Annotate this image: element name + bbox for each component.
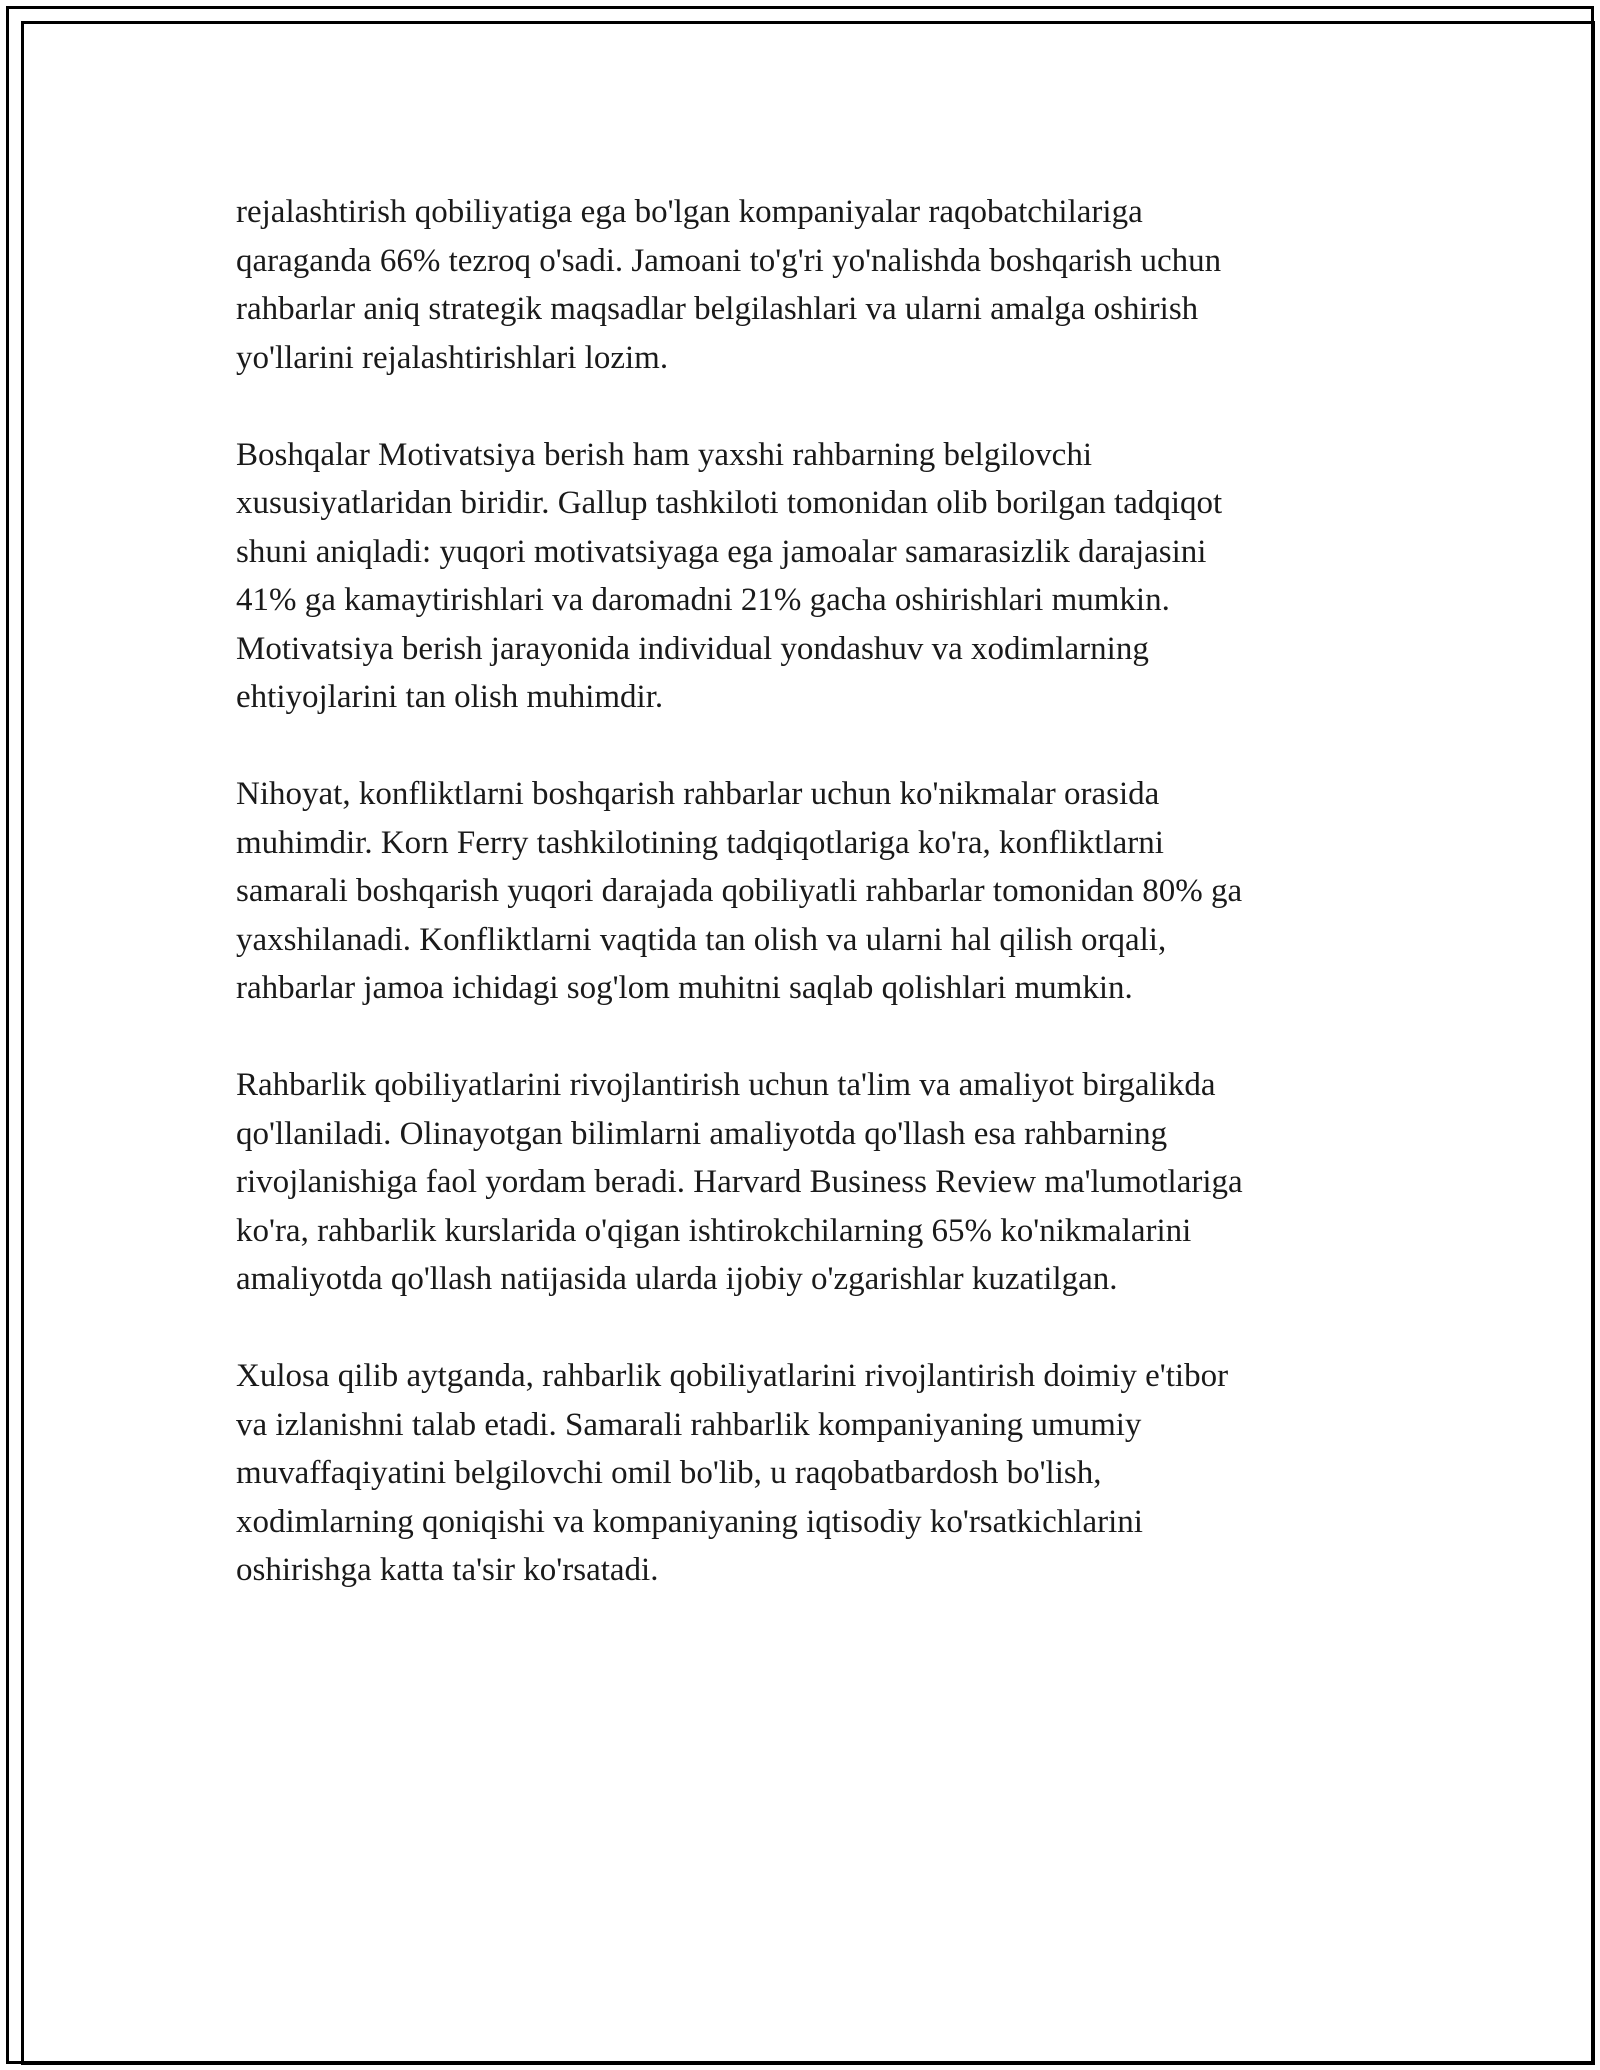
text-line: yo'llarini rejalashtirishlari lozim.	[236, 339, 669, 376]
text-line: Boshqalar Motivatsiya berish ham yaxshi rahbarning belgilovchi	[236, 436, 1092, 473]
text-line: rahbarlar jamoa ichidagi sog'lom muhitni saqlab qolishlari mumkin.	[236, 970, 1133, 1006]
document-body	[236, 188, 1366, 1643]
text-line: oshirishga katta ta'sir ko'rsatadi.	[236, 1552, 659, 1588]
text-line: rivojlanishiga faol yordam beradi. Harvard Business Review ma'lumotlariga	[236, 1164, 1243, 1200]
paragraph	[236, 770, 1366, 1013]
text-line: samarali boshqarish yuqori darajada qobiliyatli rahbarlar tomonidan 80% ga	[236, 873, 1243, 909]
text-line: shuni aniqladi: yuqori motivatsiyaga ega jamoalar samarasizlik darajasini	[236, 533, 1207, 570]
text-line: qaraganda 66% tezroq o'sadi. Jamoani to'g'ri yo'nalishda boshqarish uchun	[236, 242, 1222, 279]
paragraph	[236, 1352, 1366, 1595]
text-line: amaliyotda qo'llash natijasida ularda ijobiy o'zgarishlar kuzatilgan.	[236, 1261, 1118, 1297]
text-line: Rahbarlik qobiliyatlarini rivojlantirish uchun ta'lim va amaliyot birgalikda	[236, 1067, 1216, 1103]
text-line: va izlanishni talab etadi. Samarali rahbarlik kompaniyaning umumiy	[236, 1406, 1142, 1443]
text-line: Xulosa qilib aytganda, rahbarlik qobiliyatlarini rivojlantirish doimiy e'tibor	[236, 1358, 1229, 1394]
paragraph	[236, 188, 1366, 382]
text-line: rejalashtirish qobiliyatiga ega bo'lgan kompaniyalar raqobatchilariga	[236, 194, 1143, 230]
text-line: Motivatsiya berish jarayonida individual yondashuv va xodimlarning	[236, 630, 1149, 667]
text-line: xodimlarning qoniqishi va kompaniyaning iqtisodiy ko'rsatkichlarini	[236, 1503, 1143, 1540]
paragraph	[236, 1061, 1366, 1304]
text-line: Nihoyat, konfliktlarni boshqarish rahbarlar uchun ko'nikmalar orasida	[236, 776, 1160, 812]
text-line: xususiyatlaridan biridir. Gallup tashkiloti tomonidan olib borilgan tadqiqot	[236, 485, 1223, 521]
paragraph	[236, 431, 1366, 722]
text-line: muhimdir. Korn Ferry tashkilotining tadqiqotlariga ko'ra, konfliktlarni	[236, 824, 1164, 861]
text-line: rahbarlar aniq strategik maqsadlar belgilashlari va ularni amalga oshirish	[236, 291, 1199, 327]
text-line: muvaffaqiyatini belgilovchi omil bo'lib, u raqobatbardosh bo'lish,	[236, 1455, 1102, 1491]
text-line: yaxshilanadi. Konfliktlarni vaqtida tan olish va ularni hal qilish orqali,	[236, 921, 1167, 958]
text-line: qo'llaniladi. Olinayotgan bilimlarni amaliyotda qo'llash esa rahbarning	[236, 1115, 1168, 1152]
text-line: 41% ga kamaytirishlari va daromadni 21% gacha oshirishlari mumkin.	[236, 582, 1170, 618]
text-line: ko'ra, rahbarlik kurslarida o'qigan ishtirokchilarning 65% ko'nikmalarini	[236, 1212, 1192, 1249]
text-line: ehtiyojlarini tan olish muhimdir.	[236, 679, 664, 715]
